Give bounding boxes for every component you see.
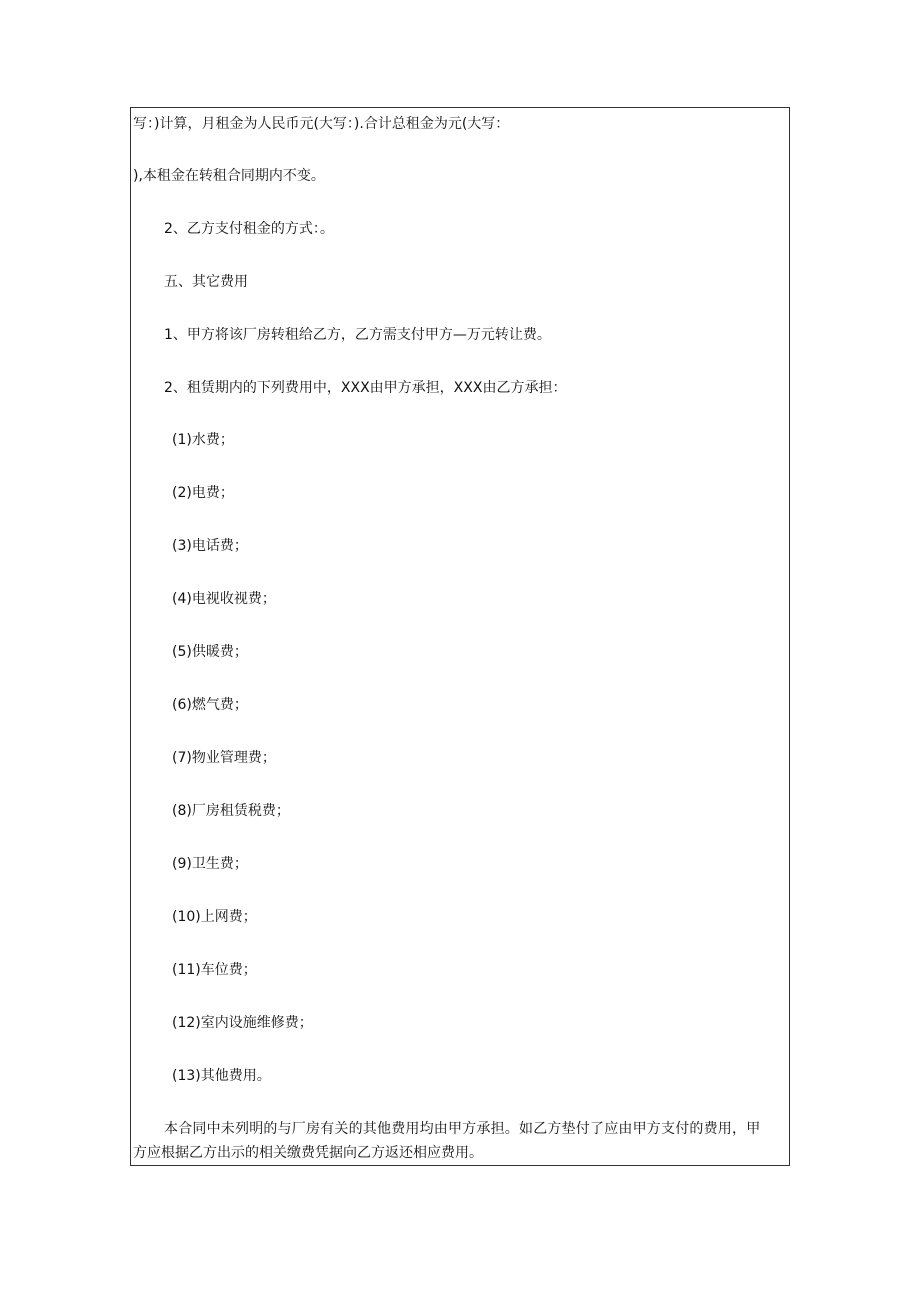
list-item-fee-11: (11)车位费；	[172, 962, 257, 978]
list-item-fee-3: (3)电话费；	[172, 538, 248, 554]
list-item-fee-9: (9)卫生费；	[172, 856, 248, 872]
text-line-rent-unchanged: ),本租金在转租合同期内不变。	[133, 168, 325, 184]
list-item-fee-7: (7)物业管理费；	[172, 750, 276, 766]
text-line-transfer-fee: 1、甲方将该厂房转租给乙方，乙方需支付甲方—万元转让费。	[164, 327, 551, 343]
text-line-payment-method: 2、乙方支付租金的方式：。	[164, 221, 334, 237]
text-line-unlisted-fees: 本合同中未列明的与厂房有关的其他费用均由甲方承担。如乙方垫付了应由甲方支付的费用，甲	[164, 1121, 761, 1137]
list-item-fee-8: (8)厂房租赁税费；	[172, 803, 290, 819]
text-line-refund: 方应根据乙方出示的相关缴费凭据向乙方返还相应费用。	[133, 1145, 483, 1161]
list-item-fee-1: (1)水费；	[172, 432, 234, 448]
text-line-fee-allocation: 2、租赁期内的下列费用中，XXX由甲方承担，XXX由乙方承担：	[164, 380, 567, 396]
text-line-rent-calculation: 写：)计算，月租金为人民币元(大写：).合计总租金为元(大写：	[133, 116, 510, 132]
list-item-fee-12: (12)室内设施维修费；	[172, 1015, 313, 1031]
list-item-fee-2: (2)电费；	[172, 485, 234, 501]
section-heading-other-fees: 五、其它费用	[164, 274, 248, 290]
list-item-fee-13: (13)其他费用。	[172, 1068, 271, 1084]
list-item-fee-6: (6)燃气费；	[172, 697, 248, 713]
list-item-fee-5: (5)供暖费；	[172, 644, 248, 660]
list-item-fee-4: (4)电视收视费；	[172, 591, 276, 607]
document-frame	[130, 107, 790, 1166]
list-item-fee-10: (10)上网费；	[172, 909, 257, 925]
